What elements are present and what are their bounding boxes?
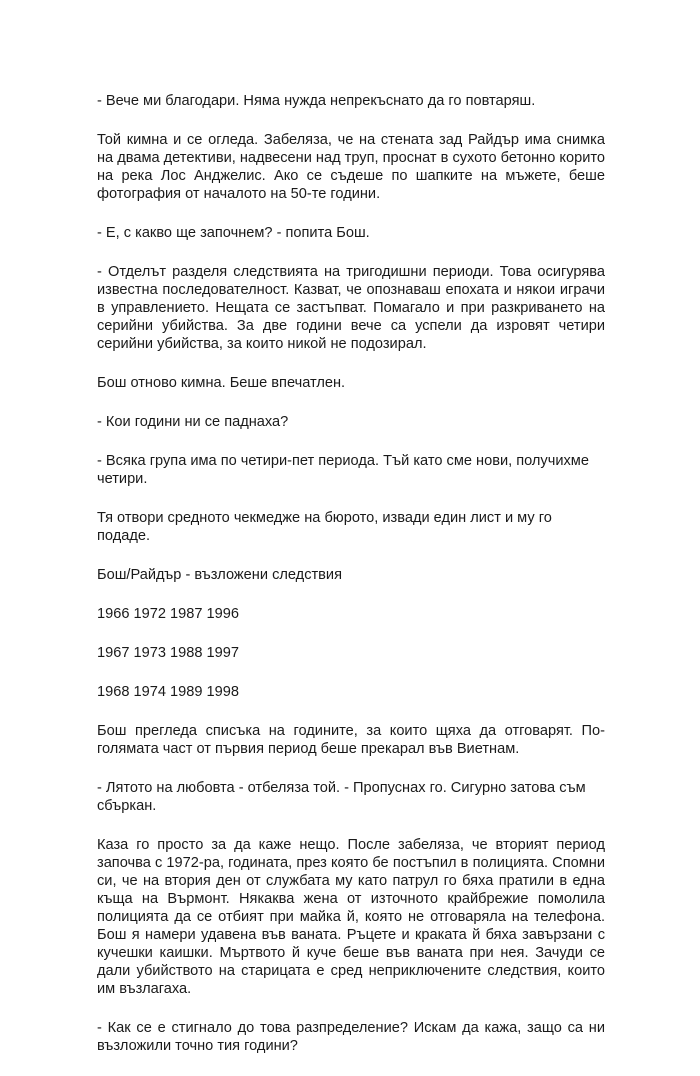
paragraph-dialogue: - Вече ми благодари. Няма нужда непрекъснато да го повтаряш. bbox=[97, 93, 536, 109]
paragraph-dialogue: - Кои години ни се паднаха? bbox=[97, 414, 289, 430]
paragraph-narration: Бош прегледа списъка на годините, за които щяха да отговарят. По-голямата част от първия период беше прекарал във Виетнам. bbox=[97, 723, 605, 757]
assignment-years-row: 1968 1974 1989 1998 bbox=[97, 684, 240, 700]
paragraph-dialogue: - Лятото на любовта - отбеляза той. - Пропуснах го. Сигурно затова съм сбъркан. bbox=[97, 780, 586, 814]
paragraph-dialogue: - Отделът разделя следствията на тригодишни периоди. Това осигурява известна последователност. Казват, че опознаваш епохата и някои играчи в управлението. Нещата се застъпват. Помагало и при разкриването на серийни убийства. За две години вече са успели да изровят четири серийни убийства, за които никой не подозирал. bbox=[97, 264, 605, 352]
assignment-years-row: 1967 1973 1988 1997 bbox=[97, 645, 240, 661]
document-page bbox=[97, 92, 605, 1076]
paragraph-dialogue: - Е, с какво ще започнем? - попита Бош. bbox=[97, 225, 370, 241]
assignment-list-title: Бош/Райдър - възложени следствия bbox=[97, 567, 342, 583]
paragraph-narration: Бош отново кимна. Беше впечатлен. bbox=[97, 375, 346, 391]
paragraph-dialogue: - Как се е стигнало до това разпределение? Искам да кажа, защо са ни възложили точно тия години? bbox=[97, 1020, 605, 1054]
assignment-years-row: 1966 1972 1987 1996 bbox=[97, 606, 240, 622]
paragraph-narration: Тя отвори средното чекмедже на бюрото, извади един лист и му го подаде. bbox=[97, 510, 552, 544]
paragraph-narration: Каза го просто за да каже нещо. После забеляза, че вторият период започва с 1972-ра, годината, през която бе постъпил в полицията. Спомни си, че на втория ден от службата му като патрул го бяха пратили в една къща на Върмонт. Някаква жена от източното крайбрежие помолила полицията да се отбият при майка й, която не отговаряла на телефона. Бош я намери удавена във ваната. Ръцете и краката й бяха завързани с кучешки каишки. Мъртвото й куче беше във ваната при нея. Зачуди се дали убийството на старицата е сред неприключените следствия, които им възлагаха. bbox=[97, 837, 605, 997]
paragraph-narration: Той кимна и се огледа. Забеляза, че на стената зад Райдър има снимка на двама детективи, надвесени над труп, проснат в сухото бетонно корито на река Лос Анджелис. Ако се съдеше по шапките на мъжете, беше фотография от началото на 50-те години. bbox=[97, 132, 605, 202]
paragraph-dialogue: - Всяка група има по четири-пет периода. Тъй като сме нови, получихме четири. bbox=[97, 453, 589, 487]
